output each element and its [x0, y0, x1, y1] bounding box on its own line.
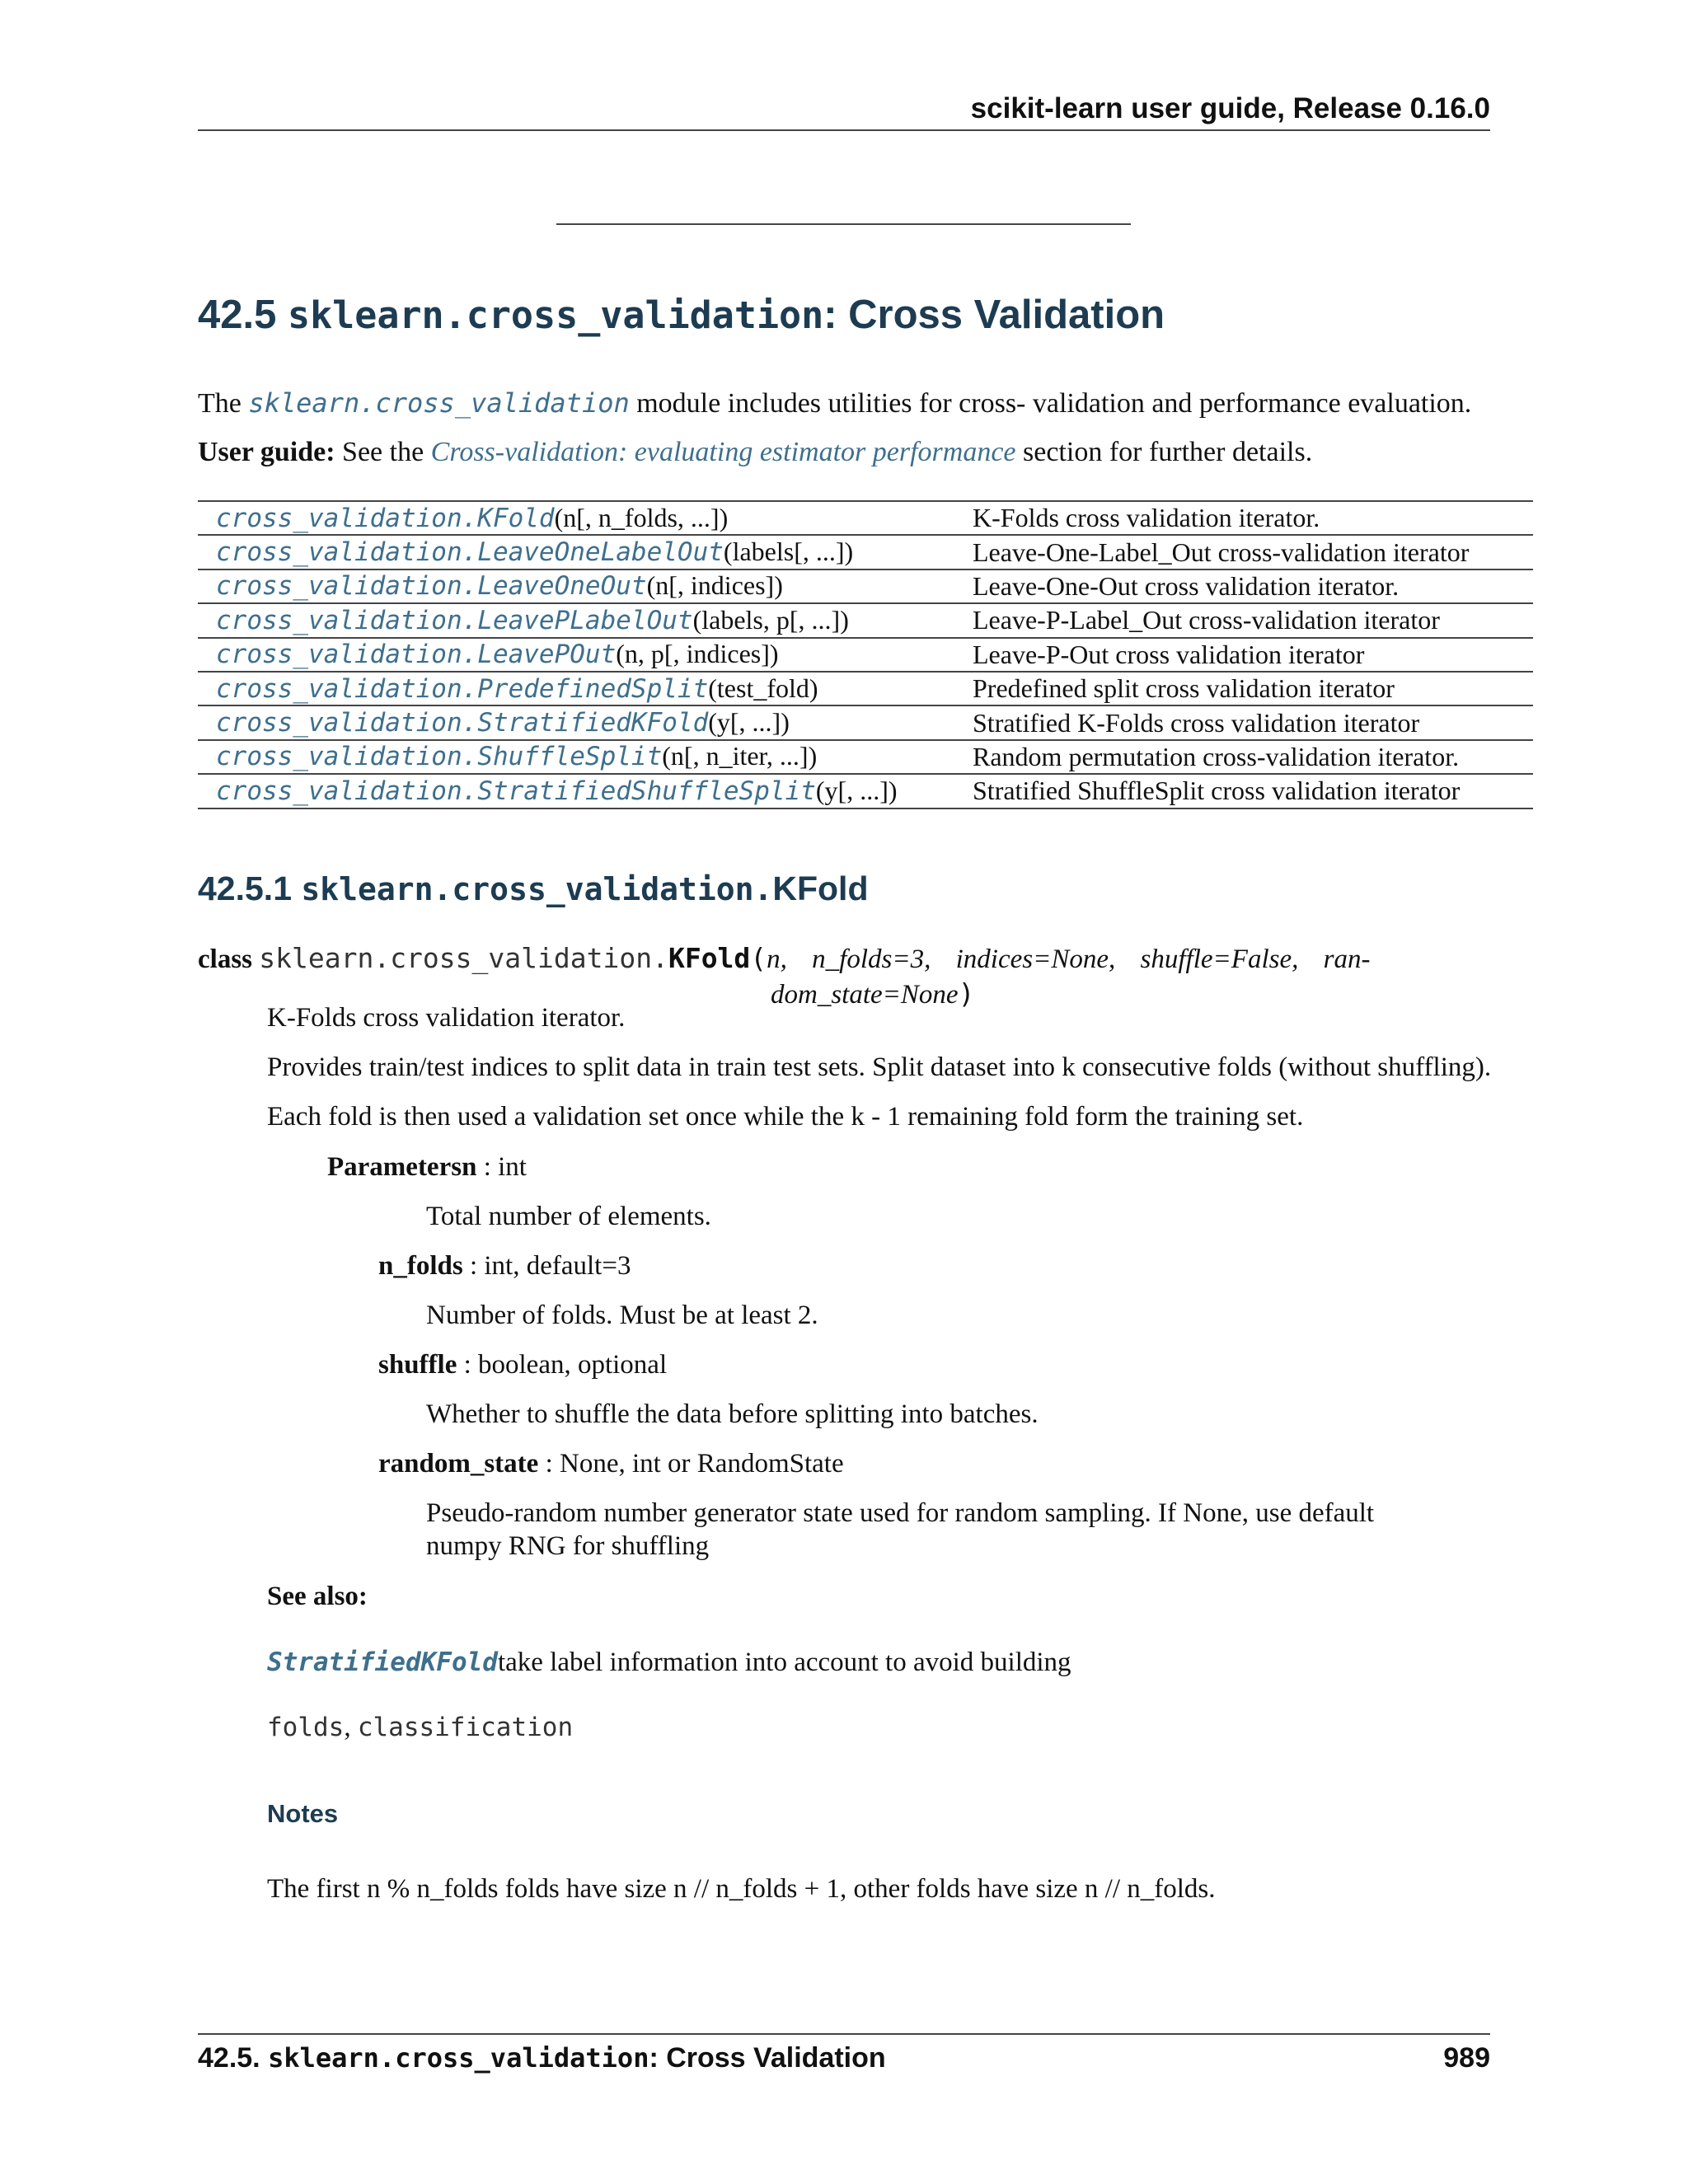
- signature-param-n-folds: n_folds=3,: [812, 944, 931, 974]
- see-also-mono-folds: folds: [267, 1713, 345, 1742]
- table-row: [198, 603, 1533, 637]
- description-paragraph-1: Provides train/test indices to split data in train test sets. Split dataset into k consecutive folds (without shuffling).: [267, 1052, 1492, 1082]
- intro-rest: module includes utilities for cross- validation and performance evaluation.: [629, 388, 1472, 419]
- api-link[interactable]: cross_validation.ShuffleSplit: [216, 742, 663, 772]
- table-row: [198, 705, 1533, 739]
- footer-module-name: sklearn.cross_validation: [268, 2042, 649, 2074]
- table-cell-name: [198, 569, 958, 603]
- api-link[interactable]: cross_validation.StratifiedKFold: [216, 708, 709, 738]
- api-link[interactable]: cross_validation.LeaveOneLabelOut: [216, 537, 724, 568]
- intro-lead: The: [198, 388, 241, 419]
- table-cell-description: Leave-One-Label_Out cross-validation iterator: [958, 535, 1533, 569]
- api-args: (n[, n_iter, ...]): [662, 741, 818, 771]
- user-guide-post: section for further details.: [1015, 437, 1313, 467]
- section-title: [198, 292, 1165, 338]
- subsection-number: 42.5.1: [198, 869, 292, 907]
- table-row: [198, 774, 1533, 808]
- footer-title-suffix: : Cross Validation: [649, 2042, 886, 2074]
- see-also-text: take label information into account to avoid building: [497, 1647, 1071, 1677]
- signature-continuation: [771, 977, 974, 1010]
- subsection-class-name: KFold: [772, 869, 869, 907]
- param-description: Pseudo-random number generator state used for random sampling. If None, use default: [426, 1498, 1375, 1528]
- param-type: : None, int or RandomState: [538, 1449, 844, 1479]
- section-number: 42.5: [198, 293, 277, 337]
- see-also-entry: [267, 1647, 1071, 1678]
- api-link[interactable]: cross_validation.LeavePOut: [216, 640, 617, 670]
- table-cell-description: Leave-P-Label_Out cross-validation iterator: [958, 603, 1533, 637]
- table-row: [198, 638, 1533, 672]
- notes-heading: Notes: [267, 1799, 339, 1828]
- table-cell-name: [198, 740, 958, 774]
- signature-param-random-state-cont: dom_state=None: [771, 980, 959, 1010]
- api-args: (labels[, ...]): [723, 537, 854, 567]
- see-also-mono-line: [267, 1713, 573, 1743]
- table-cell-name: [198, 501, 958, 535]
- param-name: random_state: [378, 1449, 539, 1479]
- table-cell-name: [198, 603, 958, 637]
- api-args: (n[, n_folds, ...]): [554, 502, 729, 532]
- api-link[interactable]: cross_validation.KFold: [216, 503, 555, 533]
- table-row: [198, 501, 1533, 535]
- param-description: Number of folds. Must be at least 2.: [426, 1301, 818, 1330]
- signature-open-paren: (: [750, 942, 767, 974]
- table-cell-description: Leave-P-Out cross validation iterator: [958, 638, 1533, 672]
- see-also-mono-classification: classification: [357, 1713, 574, 1742]
- param-description: Whether to shuffle the data before splitting into batches.: [426, 1399, 1039, 1429]
- table-row: [198, 535, 1533, 569]
- api-args: (test_fold): [708, 673, 818, 703]
- running-header: scikit-learn user guide, Release 0.16.0: [970, 92, 1490, 124]
- param-type: : boolean, optional: [457, 1350, 668, 1380]
- param-description: Total number of elements.: [426, 1202, 711, 1231]
- api-link[interactable]: cross_validation.StratifiedShuffleSplit: [216, 776, 816, 806]
- table-cell-description: K-Folds cross validation iterator.: [958, 501, 1533, 535]
- api-args: (n, p[, indices]): [616, 639, 779, 669]
- user-guide-link[interactable]: Cross-validation: evaluating estimator performance: [430, 437, 1016, 467]
- param-type: : int, default=3: [462, 1251, 631, 1281]
- table-cell-name: [198, 774, 958, 808]
- section-title-suffix: : Cross Validation: [823, 293, 1165, 337]
- signature-prefix: sklearn.cross_validation.: [259, 942, 668, 974]
- table-cell-name: [198, 535, 958, 569]
- param-entry: [378, 1251, 631, 1282]
- separator-rule: [556, 223, 1131, 225]
- api-args: (y[, ...]): [708, 707, 790, 738]
- table-row: [198, 569, 1533, 603]
- table-cell-description: Predefined split cross validation iterator: [958, 672, 1533, 705]
- class-signature: [198, 942, 1370, 975]
- param-entry: [378, 1449, 844, 1479]
- api-args: (labels, p[, ...]): [692, 604, 849, 635]
- footer-section-number: 42.5.: [198, 2042, 260, 2074]
- api-link[interactable]: cross_validation.PredefinedSplit: [216, 673, 709, 704]
- user-guide-pre: See the: [335, 437, 431, 467]
- see-also-comma: ,: [344, 1713, 358, 1742]
- signature-param-n: n,: [767, 944, 787, 974]
- table-cell-description: Stratified K-Folds cross validation iterator: [958, 705, 1533, 739]
- param-description-continued: numpy RNG for shuffling: [426, 1531, 710, 1561]
- param-name: n: [462, 1152, 477, 1182]
- api-args: (n[, indices]): [646, 570, 783, 601]
- user-guide-line: [198, 437, 1312, 468]
- header-rule: [198, 129, 1490, 131]
- subsection-title: [198, 869, 869, 908]
- see-also-label: See also:: [267, 1582, 368, 1611]
- user-guide-label: User guide:: [198, 437, 335, 467]
- table-cell-description: Stratified ShuffleSplit cross validation iterator: [958, 774, 1533, 808]
- signature-param-shuffle: shuffle=False,: [1140, 944, 1299, 974]
- api-link[interactable]: cross_validation.LeavePLabelOut: [216, 605, 693, 635]
- table-row: [198, 672, 1533, 705]
- parameters-label: Parameters: [327, 1152, 462, 1182]
- footer-rule: [198, 2033, 1490, 2035]
- class-summary: K-Folds cross validation iterator.: [267, 1003, 626, 1033]
- signature-param-indices: indices=None,: [955, 944, 1116, 974]
- summary-table: [198, 500, 1533, 809]
- table-row: [198, 740, 1533, 774]
- notes-text: The first n % n_folds folds have size n // n_folds + 1, other folds have size n // n_folds.: [267, 1874, 1216, 1904]
- param-entry: [378, 1350, 667, 1380]
- table-cell-description: Leave-One-Out cross validation iterator.: [958, 569, 1533, 603]
- signature-name: KFold: [668, 942, 751, 974]
- parameters-first-line: [327, 1152, 527, 1183]
- api-args: (y[, ...]): [815, 775, 898, 805]
- class-keyword: class: [198, 944, 252, 974]
- section-module-name: sklearn.cross_validation: [288, 293, 824, 337]
- signature-close-paren: ): [958, 977, 975, 1010]
- signature-param-random-state: ran-: [1323, 944, 1371, 974]
- page-number: 989: [1443, 2042, 1490, 2074]
- table-cell-name: [198, 638, 958, 672]
- intro-paragraph: [198, 387, 1471, 419]
- subsection-module-name: sklearn.cross_validation.: [301, 871, 773, 907]
- description-paragraph-2: Each fold is then used a validation set once while the k - 1 remaining fold form the training set.: [267, 1102, 1304, 1132]
- table-cell-description: Random permutation cross-validation iterator.: [958, 740, 1533, 774]
- table-cell-name: [198, 672, 958, 705]
- param-type: : int: [476, 1152, 527, 1182]
- api-link[interactable]: cross_validation.LeaveOneOut: [216, 571, 647, 602]
- param-name: shuffle: [378, 1350, 457, 1380]
- intro-module-link[interactable]: sklearn.cross_validation: [248, 387, 630, 419]
- param-name: n_folds: [378, 1251, 463, 1281]
- footer-section-title: [198, 2042, 886, 2074]
- table-cell-name: [198, 705, 958, 739]
- see-also-link[interactable]: StratifiedKFold: [267, 1647, 498, 1677]
